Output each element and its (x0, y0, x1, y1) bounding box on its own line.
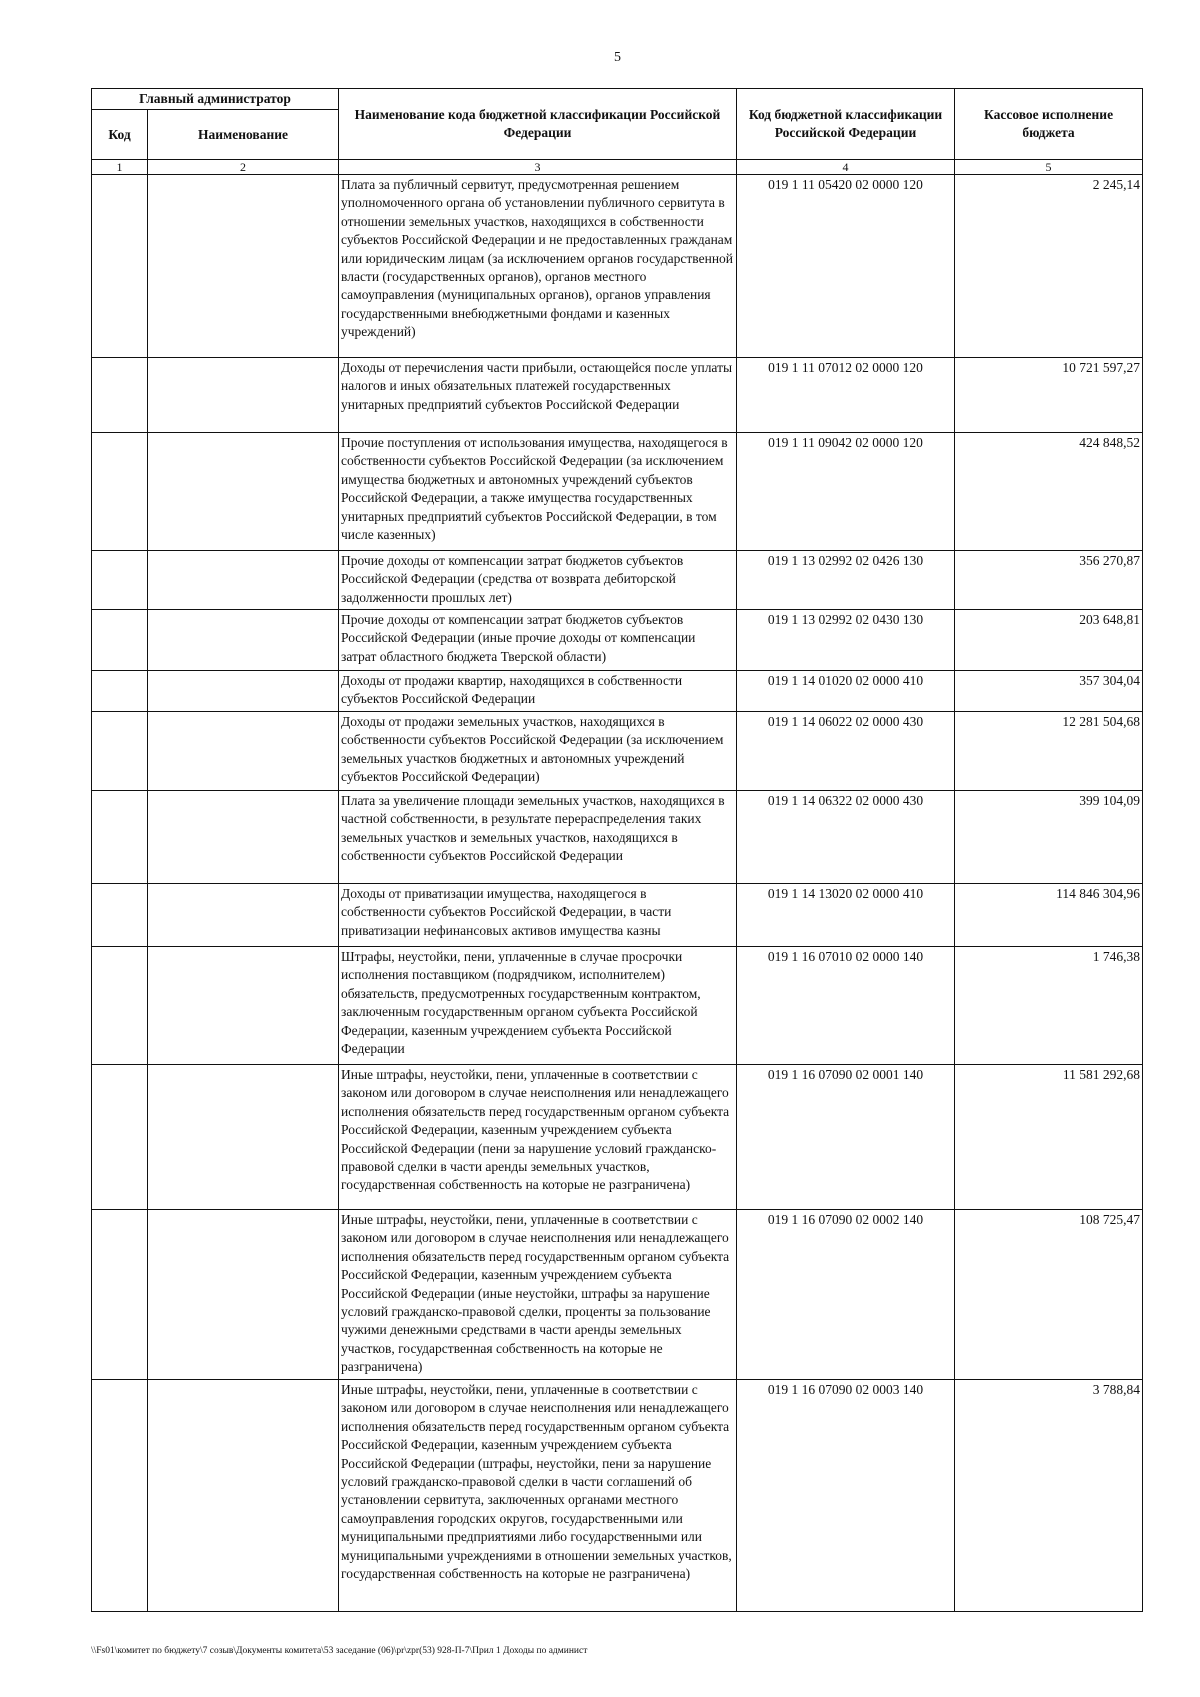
table-row (92, 947, 1143, 1065)
table-row (92, 671, 1143, 712)
header-admin-group: Главный администратор (92, 89, 339, 110)
amount-cell: 11 581 292,68 (955, 1065, 1143, 1210)
table-row (92, 358, 1143, 433)
amount-cell: 424 848,52 (955, 433, 1143, 551)
admin-code-cell (92, 1210, 148, 1380)
amount-cell: 10 721 597,27 (955, 358, 1143, 433)
kbk-name-cell: Доходы от приватизации имущества, находящегося в собственности субъектов Российской Федерации, в части приватизации нефинансовых активов имущества казны (339, 884, 737, 947)
page-number: 5 (614, 50, 621, 65)
admin-name-cell (148, 433, 339, 551)
admin-code-cell (92, 1380, 148, 1612)
amount-cell: 1 746,38 (955, 947, 1143, 1065)
column-number: 5 (955, 160, 1143, 175)
header-kbk-code: Код бюджетной классификации Российской Федерации (737, 89, 955, 160)
admin-code-cell (92, 175, 148, 358)
kbk-code-cell: 019 1 16 07090 02 0002 140 (737, 1210, 955, 1380)
kbk-name-cell: Прочие доходы от компенсации затрат бюджетов субъектов Российской Федерации (средства от возврата дебиторской задолженности прошлых лет) (339, 551, 737, 610)
header-kbk-name: Наименование кода бюджетной классификации Российской Федерации (339, 89, 737, 160)
admin-code-cell (92, 671, 148, 712)
kbk-name-cell: Штрафы, неустойки, пени, уплаченные в случае просрочки исполнения поставщиком (подрядчиком, исполнителем) обязательств, предусмотренных государственным контрактом, заключенным государственным органом субъекта Российской Федерации, казенным учреждением субъекта Российской Федерации (339, 947, 737, 1065)
admin-code-cell (92, 551, 148, 610)
kbk-name-cell: Иные штрафы, неустойки, пени, уплаченные в соответствии с законом или договором в случае неисполнения или ненадлежащего исполнения обязательств перед государственным органом субъекта Российской Федерации, казенным учреждением субъекта Российской Федерации (иные неустойки, штрафы за нарушение условий гражданско-правовой сделки, проценты за пользование чужими денежными средствами в части аренды земельных участков, государственная собственность на которые не разграничена) (339, 1210, 737, 1380)
kbk-code-cell: 019 1 11 09042 02 0000 120 (737, 433, 955, 551)
table-row (92, 551, 1143, 610)
column-number: 2 (148, 160, 339, 175)
kbk-name-cell: Плата за увеличение площади земельных участков, находящихся в частной собственности, в результате перераспределения таких земельных участков и земельных участков, находящихся в собственности субъектов Российской Федерации (339, 791, 737, 884)
budget-table (91, 88, 1143, 1612)
amount-cell: 356 270,87 (955, 551, 1143, 610)
table-row (92, 1380, 1143, 1612)
header-name: Наименование (148, 110, 339, 160)
table-row (92, 1065, 1143, 1210)
kbk-name-cell: Доходы от перечисления части прибыли, остающейся после уплаты налогов и иных обязательных платежей государственных унитарных предприятий субъектов Российской Федерации (339, 358, 737, 433)
admin-code-cell (92, 884, 148, 947)
amount-cell: 108 725,47 (955, 1210, 1143, 1380)
kbk-name-cell: Доходы от продажи квартир, находящихся в собственности субъектов Российской Федерации (339, 671, 737, 712)
admin-code-cell (92, 358, 148, 433)
table-row (92, 884, 1143, 947)
admin-name-cell (148, 884, 339, 947)
amount-cell: 114 846 304,96 (955, 884, 1143, 947)
kbk-name-cell: Иные штрафы, неустойки, пени, уплаченные в соответствии с законом или договором в случае неисполнения или ненадлежащего исполнения обязательств перед государственным органом субъекта Российской Федерации, казенным учреждением субъекта Российской Федерации (штрафы, неустойки, пени за нарушение условий гражданско-правовой сделки в части соглашений об установлении сервитута, заключенных органами местного самоуправления городских округов, государственными или муниципальными предприятиями либо государственными или муниципальными учреждениями в отношении земельных участков, государственная собственность на которые не разграничена) (339, 1380, 737, 1612)
admin-name-cell (148, 1380, 339, 1612)
kbk-name-cell: Прочие поступления от использования имущества, находящегося в собственности субъектов Российской Федерации (за исключением имущества бюджетных и автономных учреждений субъектов Российской Федерации, а также имущества государственных унитарных предприятий субъектов Российской Федерации, в том числе казенных) (339, 433, 737, 551)
kbk-code-cell: 019 1 14 01020 02 0000 410 (737, 671, 955, 712)
column-number: 4 (737, 160, 955, 175)
kbk-code-cell: 019 1 14 13020 02 0000 410 (737, 884, 955, 947)
kbk-code-cell: 019 1 14 06022 02 0000 430 (737, 712, 955, 791)
kbk-name-cell: Иные штрафы, неустойки, пени, уплаченные в соответствии с законом или договором в случае неисполнения или ненадлежащего исполнения обязательств перед государственным органом субъекта Российской Федерации, казенным учреждением субъекта Российской Федерации (пени за нарушение условий гражданско-правовой сделки в части аренды земельных участков, государственная собственность на которые не разграничена) (339, 1065, 737, 1210)
header-code: Код (92, 110, 148, 160)
admin-code-cell (92, 610, 148, 671)
column-number: 1 (92, 160, 148, 175)
footer-file-path: \\Fs01\комитет по бюджету\7 созыв\Документы комитета\53 заседание (06)\pr\zpr(53) 928-П-7\Прил 1 Доходы по админист (91, 1646, 588, 1656)
kbk-code-cell: 019 1 13 02992 02 0430 130 (737, 610, 955, 671)
kbk-name-cell: Прочие доходы от компенсации затрат бюджетов субъектов Российской Федерации (иные прочие доходы от компенсации затрат областного бюджета Тверской области) (339, 610, 737, 671)
amount-cell: 12 281 504,68 (955, 712, 1143, 791)
kbk-code-cell: 019 1 16 07090 02 0001 140 (737, 1065, 955, 1210)
table-row (92, 712, 1143, 791)
admin-code-cell (92, 947, 148, 1065)
admin-name-cell (148, 712, 339, 791)
admin-name-cell (148, 1210, 339, 1380)
amount-cell: 203 648,81 (955, 610, 1143, 671)
admin-code-cell (92, 712, 148, 791)
kbk-code-cell: 019 1 16 07010 02 0000 140 (737, 947, 955, 1065)
admin-name-cell (148, 358, 339, 433)
table-row (92, 433, 1143, 551)
table-row (92, 610, 1143, 671)
kbk-name-cell: Плата за публичный сервитут, предусмотренная решением уполномоченного органа об установлении публичного сервитута в отношении земельных участков, находящихся в собственности субъектов Российской Федерации и не предоставленных гражданам или юридическим лицам (за исключением органов государственной власти (государственных органов), органов местного самоуправления (муниципальных органов), органов управления государственными внебюджетными фондами и казенных учреждений) (339, 175, 737, 358)
admin-name-cell (148, 791, 339, 884)
table-row (92, 791, 1143, 884)
kbk-code-cell: 019 1 11 05420 02 0000 120 (737, 175, 955, 358)
column-numbers-row (92, 160, 1143, 175)
admin-name-cell (148, 947, 339, 1065)
table-row (92, 175, 1143, 358)
kbk-code-cell: 019 1 14 06322 02 0000 430 (737, 791, 955, 884)
admin-code-cell (92, 433, 148, 551)
admin-code-cell (92, 791, 148, 884)
amount-cell: 2 245,14 (955, 175, 1143, 358)
column-number: 3 (339, 160, 737, 175)
table-row (92, 1210, 1143, 1380)
admin-name-cell (148, 610, 339, 671)
amount-cell: 3 788,84 (955, 1380, 1143, 1612)
admin-name-cell (148, 1065, 339, 1210)
admin-name-cell (148, 175, 339, 358)
admin-name-cell (148, 551, 339, 610)
admin-code-cell (92, 1065, 148, 1210)
kbk-name-cell: Доходы от продажи земельных участков, находящихся в собственности субъектов Российской Федерации (за исключением земельных участков бюджетных и автономных учреждений субъектов Российской Федерации) (339, 712, 737, 791)
kbk-code-cell: 019 1 13 02992 02 0426 130 (737, 551, 955, 610)
kbk-code-cell: 019 1 16 07090 02 0003 140 (737, 1380, 955, 1612)
amount-cell: 357 304,04 (955, 671, 1143, 712)
header-execution: Кассовое исполнение бюджета (955, 89, 1143, 160)
admin-name-cell (148, 671, 339, 712)
kbk-code-cell: 019 1 11 07012 02 0000 120 (737, 358, 955, 433)
amount-cell: 399 104,09 (955, 791, 1143, 884)
